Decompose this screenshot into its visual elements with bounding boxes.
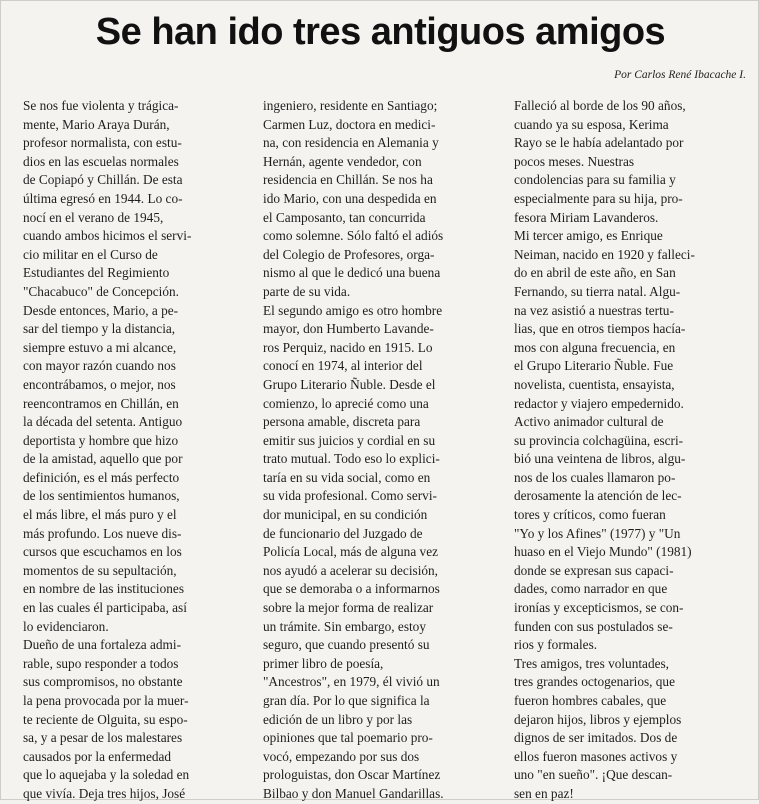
column-1-line: cursos que escuchamos en los bbox=[23, 544, 182, 560]
column-1-line: de Copiapó y Chillán. De esta bbox=[23, 172, 183, 188]
column-3-line: huaso en el Viejo Mundo" (1981) bbox=[514, 544, 692, 560]
column-2-line: mayor, don Humberto Lavande- bbox=[263, 321, 434, 337]
column-1-line: nocí en el verano de 1945, bbox=[23, 209, 164, 225]
article-headline: Se han ido tres antiguos amigos bbox=[95, 11, 666, 53]
column-1-line: dios en las escuelas normales bbox=[23, 153, 179, 169]
column-1-line: de la amistad, aquello que por bbox=[23, 451, 183, 467]
column-3-line: funden con sus postulados se- bbox=[514, 618, 673, 634]
column-1-line: en nombre de las instituciones bbox=[23, 581, 185, 597]
column-2-line: emitir sus juicios y cordial en su bbox=[263, 432, 436, 448]
column-3-line: Activo animador cultural de bbox=[514, 414, 664, 430]
column-3-line: cuando ya su esposa, Kerima bbox=[514, 116, 669, 132]
column-2-line: Grupo Literario Ñuble. Desde el bbox=[263, 376, 436, 392]
column-2-line: comienzo, lo aprecié como una bbox=[263, 395, 429, 411]
column-2-line: sobre la mejor forma de realizar bbox=[263, 600, 434, 616]
column-2-line: Carmen Luz, doctora en medici- bbox=[263, 116, 436, 132]
column-3-line: dignos de ser imitados. Dos de bbox=[514, 730, 678, 746]
column-2-line: seguro, que cuando presentó su bbox=[263, 637, 430, 653]
article-column-2 bbox=[263, 97, 489, 804]
column-2-line: dor municipal, en su condición bbox=[263, 507, 428, 523]
column-2-line: taría en su vida social, como en bbox=[263, 469, 431, 485]
column-3-line: "Yo y los Afines" (1977) y "Un bbox=[514, 525, 681, 541]
column-3-line: fesora Miriam Lavanderos. bbox=[514, 209, 659, 225]
column-2-line: como solemne. Sólo faltó el adiós bbox=[263, 228, 444, 244]
column-1-line: Dueño de una fortaleza admi- bbox=[23, 637, 182, 653]
column-1-line: lo evidenciaron. bbox=[23, 618, 109, 634]
column-1-line: siempre estuvo a mi alcance, bbox=[23, 339, 177, 355]
column-1-line: definición, es el más perfecto bbox=[23, 469, 180, 485]
column-3-line: tores y críticos, como fueran bbox=[514, 507, 666, 523]
column-1-line: "Chacabuco" de Concepción. bbox=[23, 283, 179, 299]
column-2-line: na, con residencia en Alemania y bbox=[263, 135, 439, 151]
column-2-line: Policía Local, más de alguna vez bbox=[263, 544, 439, 560]
column-3-line: Fernando, su tierra natal. Algu- bbox=[514, 283, 681, 299]
column-2-line: residencia en Chillán. Se nos ha bbox=[263, 172, 433, 188]
column-3-line: na vez asistió a nuestras tertu- bbox=[514, 302, 674, 318]
column-3-line: uno "en sueño". ¡Que descan- bbox=[514, 767, 673, 783]
column-1-line: mente, Mario Araya Durán, bbox=[23, 116, 170, 132]
column-1-line: rable, supo responder a todos bbox=[23, 655, 179, 671]
column-1-line: profesor normalista, con estu- bbox=[23, 135, 182, 151]
column-3-line: ellos fueron masones activos y bbox=[514, 748, 678, 764]
column-3-line: su provincia colchagüina, escri- bbox=[514, 432, 684, 448]
column-1-line: sa, y a pesar de los malestares bbox=[23, 730, 183, 746]
column-3-line: Mi tercer amigo, es Enrique bbox=[514, 228, 663, 244]
column-1-line: Estudiantes del Regimiento bbox=[23, 265, 170, 281]
column-1-line: momentos de su sepultación, bbox=[23, 562, 177, 578]
column-2-line: ros Perquiz, nacido en 1915. Lo bbox=[263, 339, 433, 355]
column-2-line: prologuistas, don Oscar Martínez bbox=[263, 767, 441, 783]
column-1-line: causados por la enfermedad bbox=[23, 748, 172, 764]
column-1-line: de los sentimientos humanos, bbox=[23, 488, 180, 504]
column-3-line: especialmente para su hija, pro- bbox=[514, 190, 683, 206]
column-3-line: rios y formales. bbox=[514, 637, 598, 653]
column-1-line: reencontramos en Chillán, en bbox=[23, 395, 179, 411]
column-1-line: que lo aquejaba y la soledad en bbox=[23, 767, 190, 783]
column-3-line: Rayo se le había adelantado por bbox=[514, 135, 684, 151]
column-1-line: que vivía. Deja tres hijos, José bbox=[23, 785, 186, 801]
column-2-line: su vida profesional. Como servi- bbox=[263, 488, 437, 504]
column-3-line: pocos meses. Nuestras bbox=[514, 153, 635, 169]
column-2-line: nismo al que le dedicó una buena bbox=[263, 265, 441, 281]
column-3-line: novelista, cuentista, ensayista, bbox=[514, 376, 675, 392]
column-2-line: trato mutual. Todo eso lo explici- bbox=[263, 451, 440, 467]
column-1-line: encontrábamos, o mejor, nos bbox=[23, 376, 176, 392]
column-1-line: la década del setenta. Antiguo bbox=[23, 414, 183, 430]
column-3-line: tres grandes octogenarios, que bbox=[514, 674, 675, 690]
column-2-line: parte de su vida. bbox=[263, 283, 351, 299]
column-3-line: fueron hombres cabales, que bbox=[514, 693, 667, 708]
column-3-line: ironías y excepticismos, se con- bbox=[514, 600, 684, 616]
column-2-line: Hernán, agente vendedor, con bbox=[263, 153, 422, 169]
column-3-line: sen en paz! bbox=[514, 785, 574, 801]
column-1-line: en las cuales él participaba, así bbox=[23, 600, 187, 616]
column-2-line: persona amable, discreta para bbox=[263, 414, 421, 430]
column-2-line: vocó, empezando por sus dos bbox=[263, 748, 420, 764]
column-1-line: Desde entonces, Mario, a pe- bbox=[23, 302, 179, 318]
column-3-line: bió una veintena de libros, algu- bbox=[514, 451, 686, 467]
column-3-line: redactor y viajero empedernido. bbox=[514, 395, 684, 411]
column-2-line: ido Mario, con una despedida en bbox=[263, 190, 437, 206]
column-3-line: dades, como narrador en que bbox=[514, 581, 668, 597]
column-3-line: dejaron hijos, libros y ejemplos bbox=[514, 711, 682, 727]
column-2-line: primer libro de poesía, bbox=[263, 655, 384, 671]
column-1-line: con mayor razón cuando nos bbox=[23, 358, 176, 374]
column-2-line: edición de un libro y por las bbox=[263, 711, 413, 727]
column-2-line: un trámite. Sin embargo, estoy bbox=[263, 618, 426, 634]
column-1-line: más profundo. Los nueve dis- bbox=[23, 525, 182, 541]
column-3-line: nos de los cuales llamaron po- bbox=[514, 469, 676, 485]
column-2-line: opiniones que tal poemario pro- bbox=[263, 730, 433, 746]
column-3-line: Falleció al borde de los 90 años, bbox=[514, 98, 686, 113]
column-1-line: te reciente de Olguita, su espo- bbox=[23, 711, 188, 727]
column-3-line: donde se expresan sus capaci- bbox=[514, 562, 674, 578]
article-column-3 bbox=[514, 97, 740, 804]
column-3-line: lias, que en otros tiempos hacía- bbox=[514, 321, 686, 337]
column-1-line: sar del tiempo y la distancia, bbox=[23, 321, 176, 337]
column-1-line: cuando ambos hicimos el servi- bbox=[23, 228, 192, 244]
column-3-line: condolencias para su familia y bbox=[514, 172, 676, 188]
article-column-1 bbox=[23, 97, 249, 804]
column-2-line: nos ayudó a acelerar su decisión, bbox=[263, 562, 439, 578]
column-3-line: el Grupo Literario Ñuble. Fue bbox=[514, 358, 674, 374]
column-1-line: cio militar en el Curso de bbox=[23, 246, 158, 262]
column-2-line: El segundo amigo es otro hombre bbox=[263, 302, 443, 318]
column-2-line: gran día. Por lo que significa la bbox=[263, 693, 430, 708]
column-1-line: deportista y hombre que hizo bbox=[23, 432, 179, 448]
column-3-line: Neiman, nacido en 1920 y falleci- bbox=[514, 246, 695, 262]
column-2-line: que se demoraba o a informarnos bbox=[263, 581, 440, 597]
column-1-line: la pena provocada por la muer- bbox=[23, 693, 189, 708]
column-2-line: el Camposanto, tan concurrida bbox=[263, 209, 426, 225]
column-3-line: mos con alguna frecuencia, en bbox=[514, 339, 676, 355]
column-2-line: Bilbao y don Manuel Gandarillas. bbox=[263, 785, 444, 801]
column-3-line: do en abril de este año, en San bbox=[514, 265, 676, 281]
column-2-line: de funcionario del Juzgado de bbox=[263, 525, 423, 541]
column-3-line: derosamente la atención de lec- bbox=[514, 488, 682, 504]
column-1-line: Se nos fue violenta y trágica- bbox=[23, 98, 179, 113]
column-2-line: conocí en 1974, al interior del bbox=[263, 358, 423, 374]
column-2-line: del Colegio de Profesores, orga- bbox=[263, 246, 435, 262]
column-2-line: ingeniero, residente en Santiago; bbox=[263, 98, 438, 113]
article-byline: Por Carlos René Ibacache I. bbox=[614, 69, 746, 81]
column-1-line: última egresó en 1944. Lo co- bbox=[23, 190, 183, 206]
column-1-line: el más libre, el más puro y el bbox=[23, 507, 177, 523]
column-1-line: sus compromisos, no obstante bbox=[23, 674, 183, 690]
column-3-line: Tres amigos, tres voluntades, bbox=[514, 655, 669, 671]
column-2-line: "Ancestros", en 1979, él vivió un bbox=[263, 674, 440, 690]
